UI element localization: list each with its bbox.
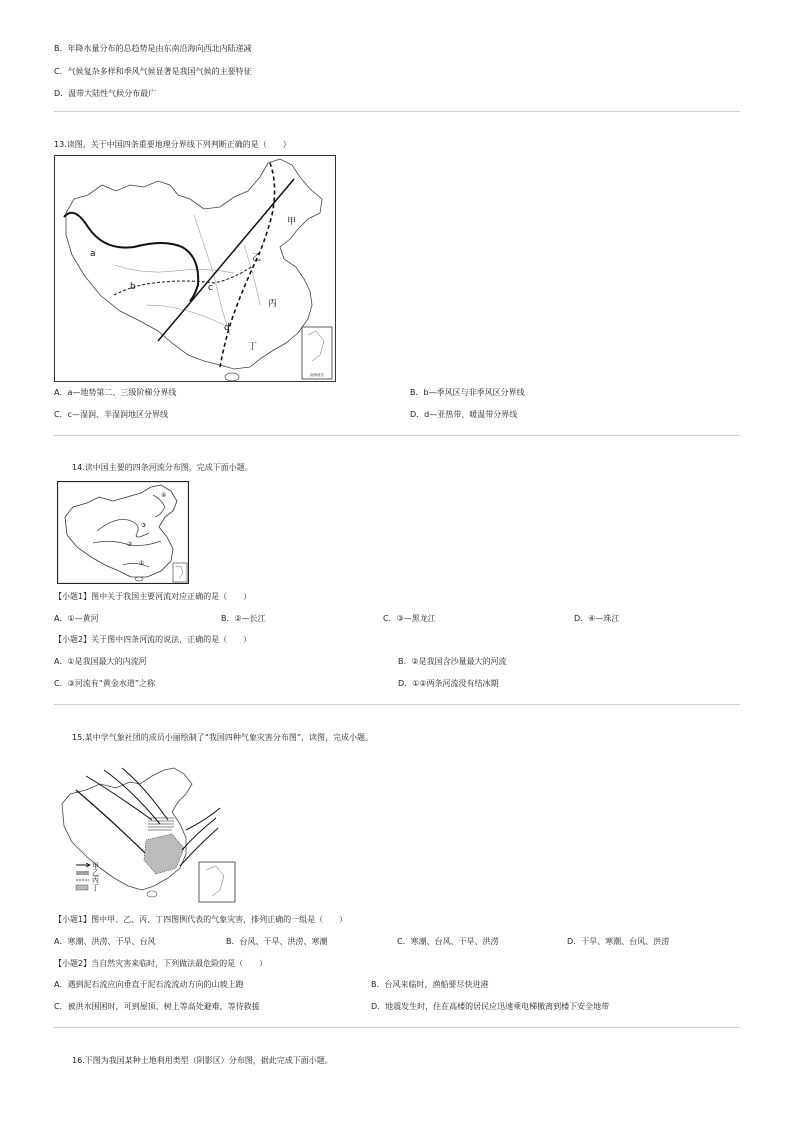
divider — [54, 435, 740, 436]
q14-stem: 14.读中国主要的四条河流分布图，完成下面小题。 — [72, 463, 253, 472]
label-r3: ③ — [141, 522, 147, 529]
legend-yi: 乙 — [92, 869, 99, 877]
legend-ding: 丁 — [92, 884, 99, 892]
q13-option-c[interactable]: C．c—湿润、半湿润地区分界线 — [54, 410, 168, 419]
q14-sub2-option-b[interactable]: B．②是我国含沙量最大的河流 — [398, 657, 507, 666]
q14-sub1-stem: 【小题1】图中关于我国主要河流对应正确的是（ ） — [54, 592, 252, 601]
q14-sub1-option-b[interactable]: B．②—长江 — [221, 614, 266, 623]
q14-sub1-option-d[interactable]: D．④—珠江 — [574, 614, 620, 623]
legend-bing: 丙 — [92, 876, 99, 884]
q12-option-c[interactable]: C．气候复杂多样和季风气候显著是我国气候的主要特征 — [54, 67, 252, 76]
q15-sub1-option-a[interactable]: A．寒潮、洪涝、干旱、台风 — [54, 937, 156, 946]
q12-option-d[interactable]: D．温带大陆性气候分布最广 — [54, 89, 157, 98]
q14-sub1-option-c[interactable]: C．③—黑龙江 — [383, 614, 436, 623]
q15-sub2-option-c[interactable]: C．被洪水围困时，可到屋顶、树上等高处避难，等待救援 — [54, 1002, 260, 1011]
divider — [54, 111, 740, 112]
label-r4: ④ — [161, 492, 167, 499]
q15-sub1-option-b[interactable]: B．台风、干旱、洪涝、寒潮 — [226, 937, 328, 946]
q13-boundary-map — [54, 155, 336, 382]
q13-option-a[interactable]: A．a—地势第二、三级阶梯分界线 — [54, 388, 177, 397]
label-r2: ② — [127, 541, 133, 548]
q14-sub2-option-c[interactable]: C．③河流有“黄金水道”之称 — [54, 679, 156, 688]
inset-box — [302, 327, 332, 379]
q15-sub2-option-b[interactable]: B．台风来临时，渔船要尽快进港 — [371, 980, 489, 989]
flood-area — [144, 834, 184, 874]
legend-jia: 甲 — [92, 862, 99, 870]
q12-option-b[interactable]: B．年降水量分布的总趋势是由东南沿海向西北内陆递减 — [54, 44, 252, 53]
q15-sub2-option-a[interactable]: A．遇到泥石流应向垂直于泥石流流动方向的山坡上跑 — [54, 980, 244, 989]
q14-sub2-option-d[interactable]: D．①②两条河流没有结冰期 — [398, 679, 499, 688]
label-r1: ① — [139, 560, 145, 567]
q16-stem: 16.下图为我国某种土地利用类型（阴影区）分布图，据此完成下面小题。 — [72, 1056, 333, 1065]
inset-box — [173, 563, 187, 582]
inset-box — [199, 862, 235, 902]
legend — [76, 862, 99, 892]
q15-sub1-stem: 【小题1】图中甲、乙、丙、丁四图例代表的气象灾害，排列正确的一组是（ ） — [54, 915, 348, 924]
divider — [54, 704, 740, 705]
q14-river-map — [57, 481, 189, 584]
label-bing: 丙 — [268, 299, 278, 309]
label-a: a — [90, 249, 96, 259]
q15-stem: 15.某中学气象社团的成员小丽绘制了“我国四种气象灾害分布图”，读图，完成小题。 — [72, 733, 374, 742]
q14-sub2-option-a[interactable]: A．①是我国最大的内流河 — [54, 657, 147, 666]
q13-stem: 13.读图，关于中国四条重要地理分界线下列判断正确的是（ ） — [54, 140, 291, 149]
label-yi: 乙 — [252, 253, 262, 263]
q15-sub2-stem: 【小题2】当自然灾害来临时，下列做法最危险的是（ ） — [54, 959, 268, 968]
divider — [54, 1027, 740, 1028]
q15-sub1-option-c[interactable]: C．寒潮、台风、干旱、洪涝 — [397, 937, 499, 946]
q15-sub2-option-d[interactable]: D．地震发生时，住在高楼的居民应迅速乘电梯撤离到楼下安全地带 — [371, 1002, 610, 1011]
inset-label: 南海诸岛 — [310, 373, 324, 377]
q13-option-b[interactable]: B．b—季风区与非季风区分界线 — [410, 388, 525, 397]
label-c: c — [208, 283, 213, 293]
q14-sub2-stem: 【小题2】关于图中四条河流的说法，正确的是（ ） — [54, 635, 252, 644]
label-jia: 甲 — [287, 217, 297, 227]
label-d: d — [224, 323, 230, 333]
label-ding: 丁 — [248, 342, 258, 352]
q14-sub1-option-a[interactable]: A．①—黄河 — [54, 614, 99, 623]
q15-sub1-option-d[interactable]: D．干旱、寒潮、台风、洪涝 — [567, 937, 670, 946]
q15-disaster-map — [56, 764, 240, 904]
q13-option-d[interactable]: D．d—亚热带、暖温带分界线 — [410, 410, 518, 419]
label-b: b — [130, 282, 136, 292]
